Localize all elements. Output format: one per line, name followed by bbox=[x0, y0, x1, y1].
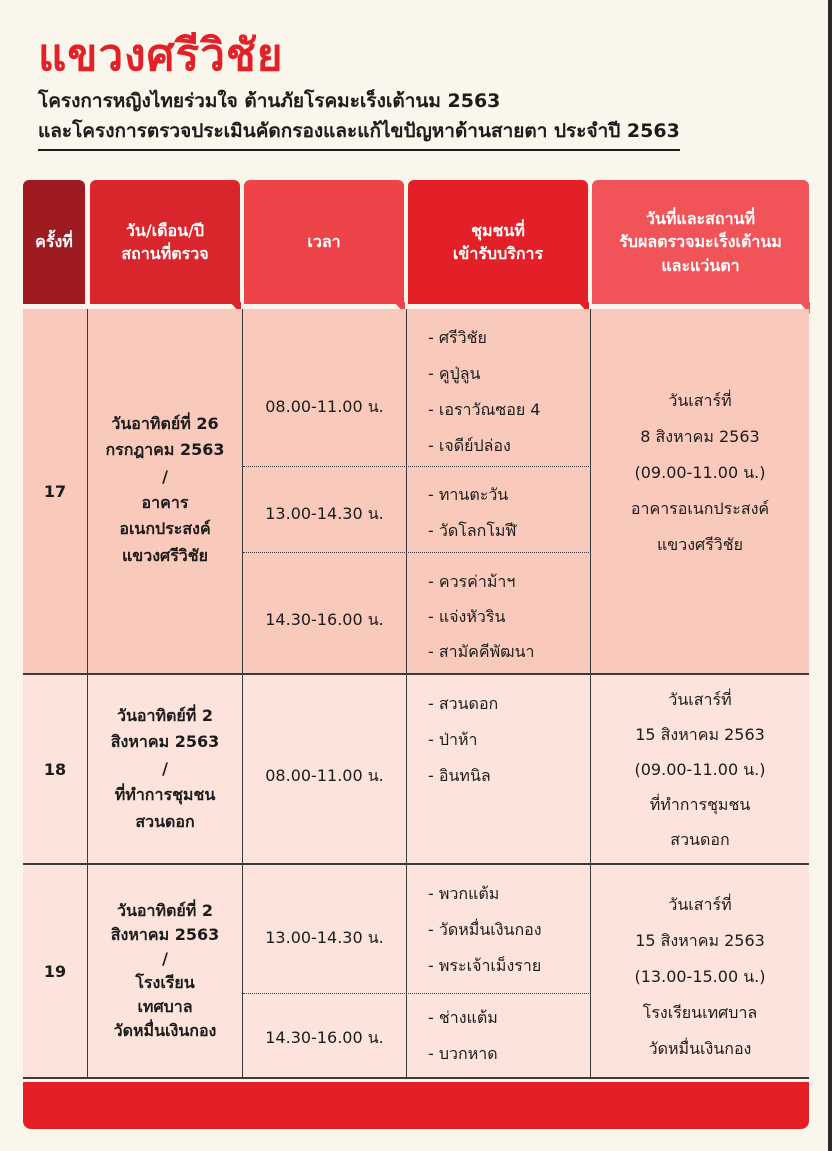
result-time: (09.00-11.00 น.) bbox=[634, 759, 766, 779]
time-slot: 08.00-11.00 น. bbox=[265, 396, 384, 416]
time-slot: 14.30-16.00 น. bbox=[265, 609, 384, 629]
place-line: เทศบาล bbox=[137, 997, 193, 1016]
place-line: สวนดอก bbox=[135, 811, 195, 831]
community-list bbox=[428, 477, 516, 549]
result-date: 15 สิงหาคม 2563 bbox=[635, 931, 765, 950]
result-place: ที่ทำการชุมชน bbox=[649, 794, 751, 814]
time-slot: 13.00-14.30 น. bbox=[265, 927, 384, 947]
round-number: 18 bbox=[43, 759, 67, 779]
time-slot: 08.00-11.00 น. bbox=[265, 765, 384, 785]
date-line: วันอาทิตย์ที่ 2 bbox=[116, 706, 214, 726]
header-time bbox=[244, 180, 404, 304]
date-line: สิงหาคม 2563 bbox=[110, 925, 220, 944]
list-item: - อินทนิล bbox=[428, 766, 491, 785]
result-place: โรงเรียนเทศบาล bbox=[642, 1003, 758, 1022]
header-date-label: วัน/เดือน/ปี bbox=[125, 220, 205, 240]
row-divider bbox=[23, 1077, 809, 1079]
slot-divider bbox=[243, 993, 589, 994]
subtitle-line-1: โครงการหญิงไทยร่วมใจ ต้านภัยโรคมะเร็งเต้านม 2563 bbox=[38, 90, 501, 112]
column-divider bbox=[406, 309, 407, 1077]
result-info bbox=[591, 679, 809, 859]
place-line: อาคาร bbox=[141, 493, 189, 512]
date-line: วันอาทิตย์ที่ 2 bbox=[116, 901, 214, 920]
list-item: - ศรีวิชัย bbox=[428, 328, 487, 347]
date-place bbox=[88, 375, 242, 605]
place-line: ที่ทำการชุมชน bbox=[114, 785, 216, 805]
result-place: สวนดอก bbox=[670, 829, 730, 849]
list-item: - พวกแต้ม bbox=[428, 884, 500, 903]
place-line: แขวงศรีวิชัย bbox=[121, 545, 208, 565]
header-round bbox=[23, 180, 85, 304]
community-list bbox=[428, 1000, 498, 1072]
place-line: โรงเรียน bbox=[135, 973, 195, 992]
community-list bbox=[428, 564, 534, 669]
page-title: แขวงศรีวิชัย bbox=[38, 30, 284, 81]
slot-divider bbox=[243, 552, 589, 553]
community-list bbox=[428, 320, 540, 464]
time-slot: 13.00-14.30 น. bbox=[265, 503, 384, 523]
list-item: - แจ่งหัวริน bbox=[428, 607, 506, 626]
header-community bbox=[408, 180, 588, 304]
header-round-label: ครั้งที่ bbox=[35, 232, 73, 252]
header-result bbox=[592, 180, 809, 304]
list-item: - สามัคคีพัฒนา bbox=[428, 642, 535, 661]
list-item: - เอราวัณซอย 4 bbox=[428, 400, 541, 419]
date-place bbox=[88, 675, 242, 863]
round-number: 19 bbox=[43, 961, 67, 981]
list-item: - ป่าห้า bbox=[428, 730, 478, 749]
result-day: วันเสาร์ที่ bbox=[668, 391, 732, 410]
header-time-label: เวลา bbox=[307, 232, 341, 252]
result-info bbox=[591, 885, 809, 1069]
separator: / bbox=[162, 466, 168, 486]
result-place: วัดหมื่นเงินกอง bbox=[648, 1039, 752, 1058]
list-item: - ช่างแต้ม bbox=[428, 1008, 498, 1027]
footer-bar bbox=[23, 1082, 809, 1129]
result-time: (09.00-11.00 น.) bbox=[634, 463, 766, 482]
result-place: อาคารอเนกประสงค์ bbox=[630, 499, 770, 518]
round-number: 17 bbox=[43, 481, 67, 501]
list-item: - บวกหาด bbox=[428, 1044, 498, 1063]
list-item: - เจดีย์ปล่อง bbox=[428, 436, 511, 455]
header-result-label-1: วันที่และสถานที่ bbox=[645, 209, 756, 229]
list-item: - พระเจ้าเม็งราย bbox=[428, 956, 542, 975]
result-time: (13.00-15.00 น.) bbox=[634, 967, 766, 986]
date-line: กรกฎาคม 2563 bbox=[105, 440, 225, 460]
date-line: วันอาทิตย์ที่ 26 bbox=[111, 413, 219, 433]
list-item: - ควรค่าม้าฯ bbox=[428, 572, 516, 591]
date-place bbox=[88, 867, 242, 1075]
row-divider bbox=[23, 863, 809, 865]
result-date: 15 สิงหาคม 2563 bbox=[635, 724, 765, 744]
page-edge bbox=[828, 0, 832, 1151]
header-result-label-2: รับผลตรวจมะเร็งเต้านม bbox=[619, 232, 782, 252]
time-slot: 14.30-16.00 น. bbox=[265, 1027, 384, 1047]
list-item: - คูปู่ลูน bbox=[428, 364, 481, 383]
community-list bbox=[428, 686, 498, 794]
result-day: วันเสาร์ที่ bbox=[668, 895, 732, 914]
subtitle-line-2: และโครงการตรวจประเมินคัดกรองและแก้ไขปัญหาด้านสายตา ประจำปี 2563 bbox=[38, 116, 680, 151]
slot-divider bbox=[243, 466, 589, 467]
list-item: - วัดโลกโมฬี bbox=[428, 521, 517, 540]
list-item: - วัดหมื่นเงินกอง bbox=[428, 920, 542, 939]
separator: / bbox=[162, 949, 168, 968]
list-item: - สวนดอก bbox=[428, 694, 499, 713]
header-community-label-2: เข้ารับบริการ bbox=[452, 244, 544, 263]
result-place: แขวงศรีวิชัย bbox=[656, 535, 743, 554]
result-day: วันเสาร์ที่ bbox=[668, 689, 732, 709]
date-line: สิงหาคม 2563 bbox=[110, 732, 220, 752]
header-community-label-1: ชุมชนที่ bbox=[471, 220, 525, 240]
place-line: วัดหมื่นเงินกอง bbox=[113, 1021, 217, 1040]
header-place-label: สถานที่ตรวจ bbox=[121, 244, 209, 263]
header-result-label-3: และแว่นตา bbox=[661, 255, 740, 275]
place-line: อเนกประสงค์ bbox=[119, 519, 211, 539]
community-list bbox=[428, 876, 542, 984]
separator: / bbox=[162, 758, 168, 778]
header-date-place bbox=[90, 180, 240, 304]
result-date: 8 สิงหาคม 2563 bbox=[640, 427, 760, 446]
list-item: - ทานตะวัน bbox=[428, 485, 509, 504]
result-info bbox=[591, 378, 809, 568]
